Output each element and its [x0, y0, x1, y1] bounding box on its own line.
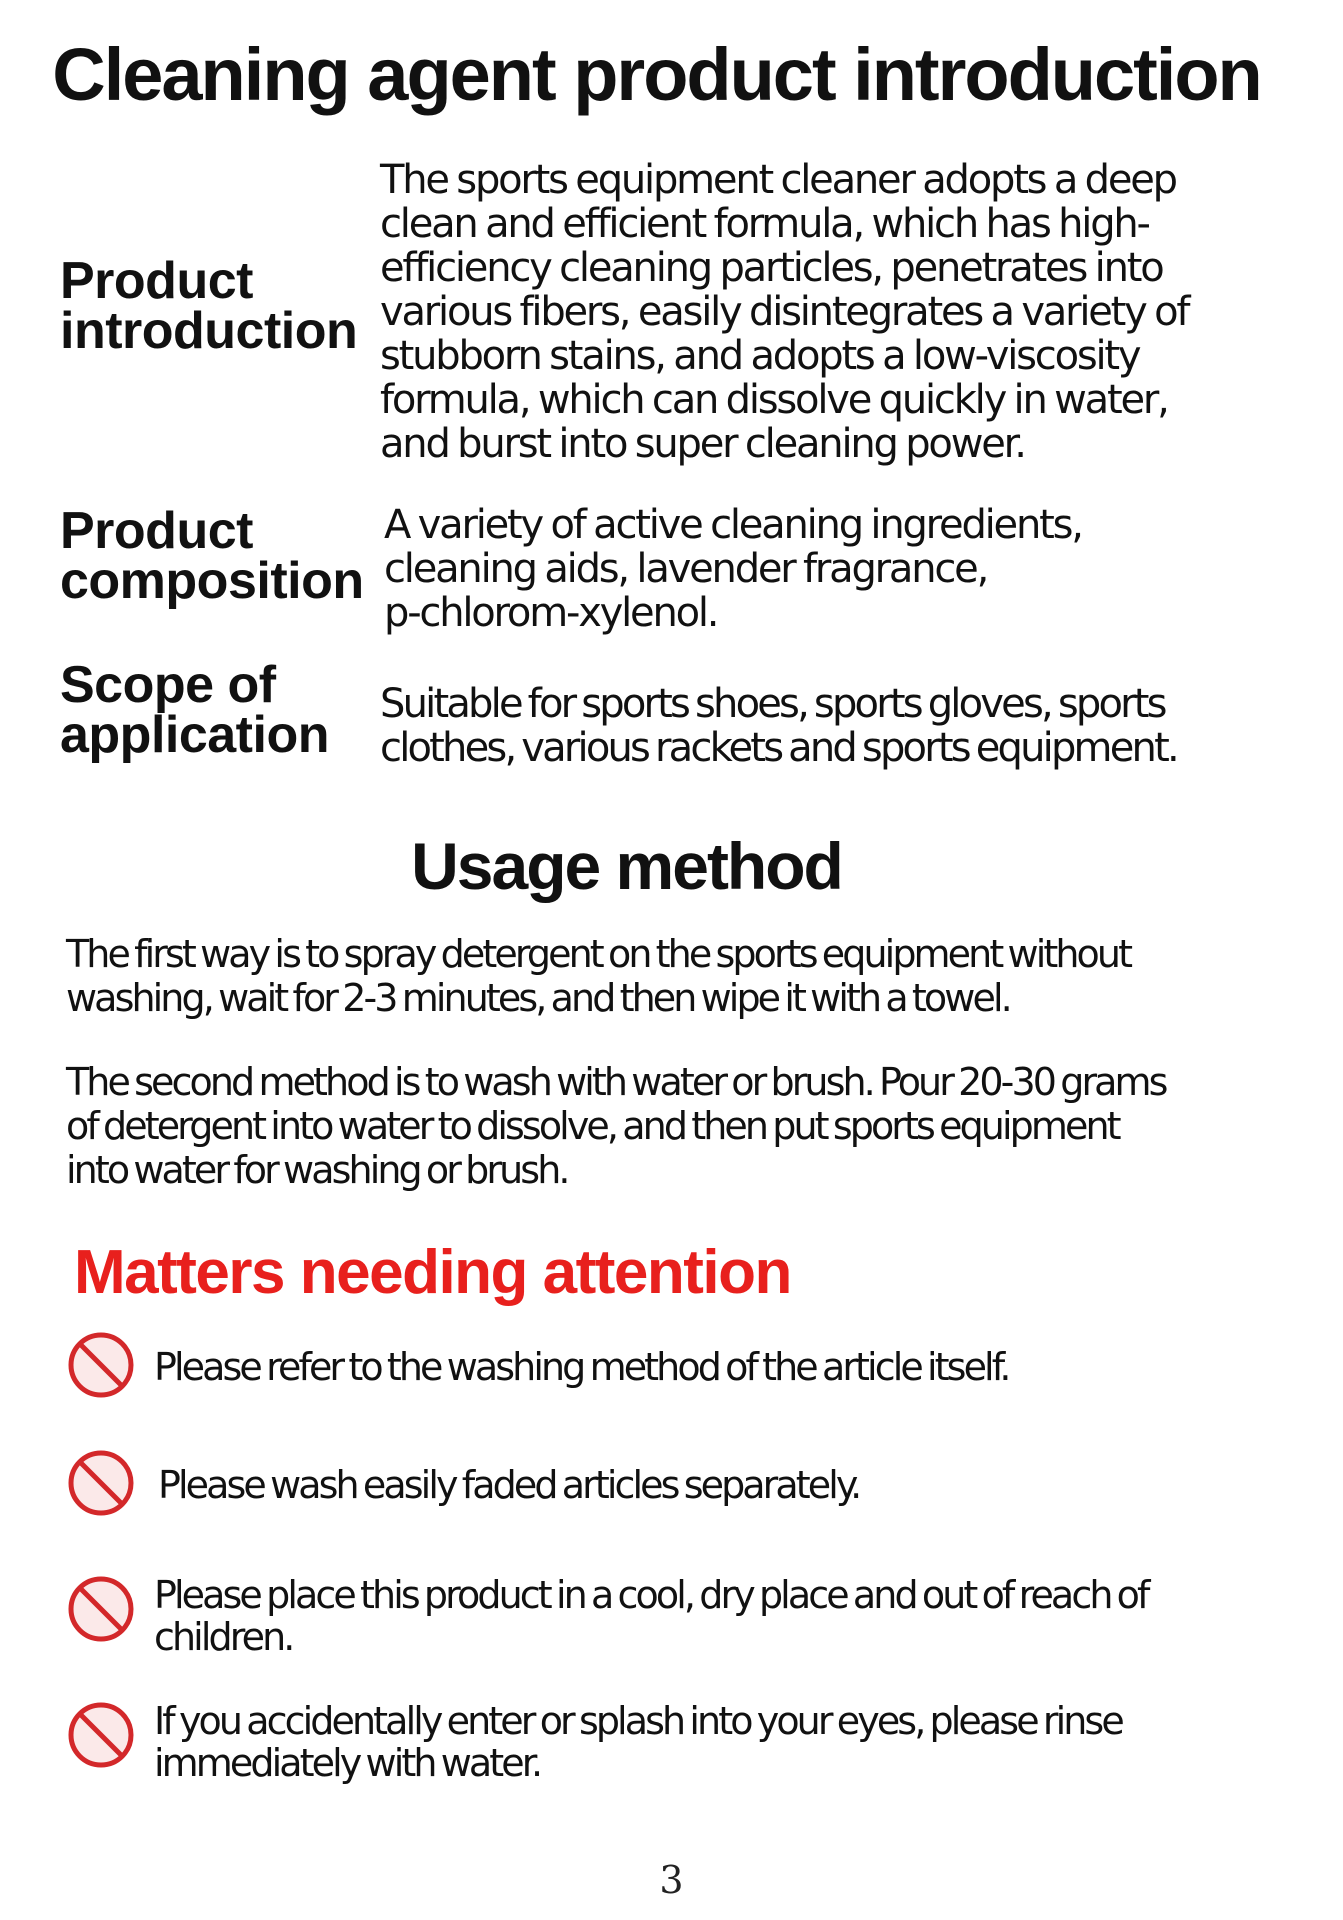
text-line: The first way is to spray detergent on the sports equipment without — [66, 932, 1131, 976]
text-line: p-chlorom-xylenol. — [384, 590, 718, 636]
text-line: formula, which can dissolve quickly in water, — [380, 377, 1168, 423]
text-line: Suitable for sports shoes, sports gloves, sports — [380, 681, 1165, 727]
text-line: washing, wait for 2-3 minutes, and then wipe it with a towel. — [66, 976, 1010, 1020]
section-label-line: Scope of — [60, 656, 276, 714]
section-label-line: introduction — [60, 302, 358, 360]
prohibition-icon — [66, 1448, 136, 1518]
section-label-line: Product — [60, 252, 253, 310]
text-line: A variety of active cleaning ingredients, — [384, 502, 1082, 548]
text-line: and burst into super cleaning power. — [380, 421, 1025, 467]
text-line: of detergent into water to dissolve, and then put sports equipment — [66, 1104, 1119, 1148]
section-label-scope-of-application — [60, 656, 329, 764]
text-line: clothes, various rackets and sports equipment. — [380, 725, 1177, 771]
text-line: The second method is to wash with water or brush. Pour 20-30 grams — [66, 1060, 1166, 1104]
notice-text — [154, 1574, 1274, 1658]
section-label-product-composition — [60, 502, 364, 610]
section-text-scope-of-application — [380, 682, 1320, 770]
text-line: Please refer to the washing method of the article itself. — [154, 1345, 1009, 1389]
text-line: various fibers, easily disintegrates a variety of — [380, 289, 1189, 335]
page-number: 3 — [659, 1858, 684, 1902]
text-line: If you accidentally enter or splash into your eyes, please rinse — [154, 1699, 1122, 1743]
text-line: immediately with water. — [154, 1741, 541, 1785]
page-title: Cleaning agent product introduction — [52, 33, 1261, 116]
text-line: Please place this product in a cool, dry place and out of reach of — [154, 1573, 1148, 1617]
text-line: The sports equipment cleaner adopts a deep — [380, 157, 1176, 203]
text-line: into water for washing or brush. — [66, 1148, 568, 1192]
text-line: stubborn stains, and adopts a low-viscosity — [380, 333, 1140, 379]
usage-paragraph-first-way — [66, 932, 1306, 1020]
section-text-product-composition — [384, 503, 1304, 635]
text-line: clean and efficient formula, which has high- — [380, 201, 1149, 247]
section-text-product-introduction — [380, 158, 1310, 466]
prohibition-icon — [66, 1330, 136, 1400]
section-label-line: composition — [60, 552, 364, 610]
notice-text — [154, 1700, 1274, 1784]
section-label-line: application — [60, 706, 329, 764]
notice-text — [158, 1464, 1278, 1506]
section-label-line: Product — [60, 502, 253, 560]
text-line: cleaning aids, lavender fragrance, — [384, 546, 988, 592]
attention-heading: Matters needing attention — [74, 1238, 791, 1307]
prohibition-icon — [66, 1700, 136, 1770]
section-label-product-introduction — [60, 252, 358, 360]
usage-method-heading: Usage method — [411, 829, 842, 903]
text-line: children. — [154, 1615, 293, 1659]
text-line: efficiency cleaning particles, penetrates into — [380, 245, 1163, 291]
text-line: Please wash easily faded articles separately. — [158, 1463, 860, 1507]
prohibition-icon — [66, 1574, 136, 1644]
usage-paragraph-second-method — [66, 1060, 1316, 1192]
notice-text — [154, 1346, 1274, 1388]
